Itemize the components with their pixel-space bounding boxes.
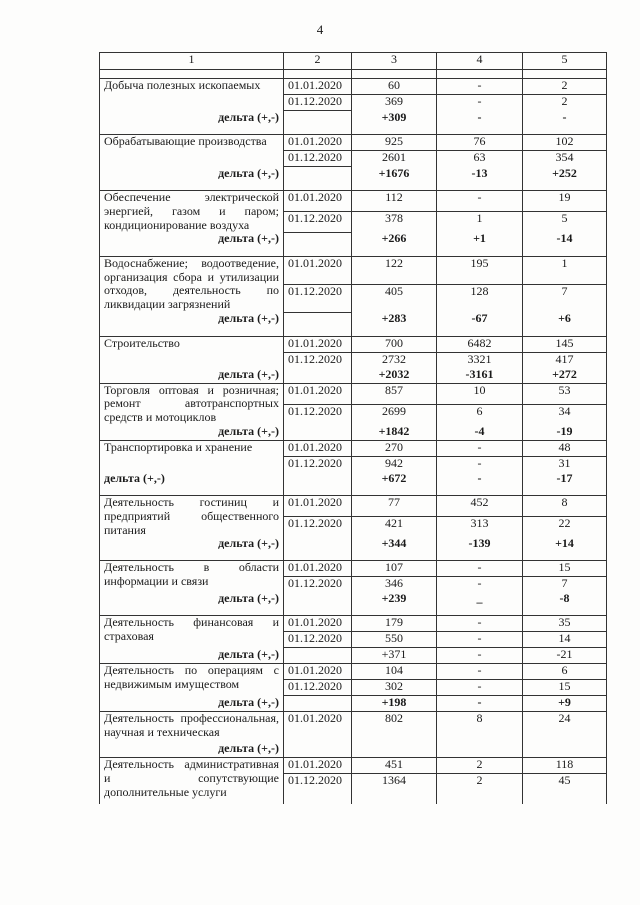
- value-cell: -: [437, 440, 523, 456]
- value-cell: 104: [352, 664, 437, 680]
- table-row: [100, 495, 607, 516]
- table-row: [100, 383, 607, 404]
- delta-label: дельта (+,-): [100, 167, 284, 183]
- table-row: [100, 256, 607, 284]
- delta-value: +6: [523, 312, 607, 328]
- table-row: [100, 758, 607, 774]
- value-cell: 417: [523, 352, 607, 368]
- value-cell: 302: [352, 680, 437, 696]
- delta-value: +239: [352, 592, 437, 607]
- industry-name: Деятельность по операциям с недвижимым имуществом: [100, 664, 284, 696]
- delta-value: +283: [352, 312, 437, 328]
- date-cell: 01.01.2020: [284, 79, 352, 95]
- value-cell: 145: [523, 336, 607, 352]
- value-cell: 24: [523, 712, 607, 728]
- value-cell: 195: [437, 256, 523, 284]
- table-row: [100, 664, 607, 680]
- value-cell: 15: [523, 561, 607, 577]
- value-cell: 22: [523, 517, 607, 538]
- value-cell: 3321: [437, 352, 523, 368]
- column-header: 5: [523, 53, 607, 70]
- value-cell: 19: [523, 191, 607, 212]
- delta-value: +1676: [352, 167, 437, 183]
- date-cell: 01.01.2020: [284, 336, 352, 352]
- date-cell: 01.01.2020: [284, 495, 352, 516]
- value-cell: 7: [523, 284, 607, 312]
- value-cell: 925: [352, 135, 437, 151]
- table-row: [100, 712, 607, 728]
- delta-row: [100, 537, 607, 552]
- table-row: [100, 95, 607, 111]
- industry-name: Деятельность в области информации и связи: [100, 561, 284, 593]
- date-cell: 01.01.2020: [284, 664, 352, 680]
- value-cell: 76: [437, 135, 523, 151]
- value-cell: -: [437, 680, 523, 696]
- table-row: [100, 135, 607, 151]
- delta-row: [100, 472, 607, 487]
- delta-row: [100, 648, 607, 664]
- value-cell: 1: [437, 211, 523, 232]
- delta-value: -17: [523, 472, 607, 487]
- spacer-row: [100, 328, 607, 337]
- value-cell: 14: [523, 632, 607, 648]
- industry-name: Деятельность финансовая и страховая: [100, 616, 284, 648]
- date-cell: 01.12.2020: [284, 456, 352, 472]
- delta-value: -8: [523, 592, 607, 607]
- delta-label: дельта (+,-): [100, 111, 284, 127]
- value-cell: 857: [352, 383, 437, 404]
- delta-row: [100, 111, 607, 127]
- date-cell: 01.01.2020: [284, 712, 352, 728]
- date-cell: 01.01.2020: [284, 256, 352, 284]
- page-number: 4: [316, 22, 324, 37]
- value-cell: 15: [523, 680, 607, 696]
- value-cell: 802: [352, 712, 437, 728]
- value-cell: 452: [437, 495, 523, 516]
- delta-value: +266: [352, 232, 437, 248]
- delta-value: -139: [437, 537, 523, 552]
- delta-row: [100, 167, 607, 183]
- table-row: [100, 336, 607, 352]
- value-cell: 112: [352, 191, 437, 212]
- date-cell: 01.01.2020: [284, 561, 352, 577]
- date-cell: 01.12.2020: [284, 151, 352, 167]
- value-cell: 2: [523, 95, 607, 111]
- value-cell: 6482: [437, 336, 523, 352]
- value-cell: 421: [352, 517, 437, 538]
- delta-label: дельта (+,-): [100, 425, 284, 441]
- delta-label: дельта (+,-): [100, 592, 284, 607]
- date-cell: 01.01.2020: [284, 758, 352, 774]
- table-row: [100, 456, 607, 472]
- table-row: [100, 616, 607, 632]
- delta-value: +672: [352, 472, 437, 487]
- value-cell: 6: [523, 664, 607, 680]
- industry-name: Деятельность гостиниц и предприятий общественного питания: [100, 495, 284, 537]
- date-cell: 01.01.2020: [284, 191, 352, 212]
- value-cell: 2: [437, 758, 523, 774]
- delta-value: -3161: [437, 368, 523, 384]
- delta-value: -21: [523, 648, 607, 664]
- statistics-table: [99, 52, 607, 804]
- date-cell: 01.12.2020: [284, 517, 352, 538]
- value-cell: 346: [352, 577, 437, 593]
- delta-value: +272: [523, 368, 607, 384]
- delta-label: дельта (+,-): [100, 368, 284, 384]
- value-cell: 8: [437, 712, 523, 728]
- column-header: 2: [284, 53, 352, 70]
- delta-value: +9: [523, 696, 607, 712]
- delta-value: +309: [352, 111, 437, 127]
- column-header: 1: [100, 53, 284, 70]
- date-cell: 01.12.2020: [284, 284, 352, 312]
- date-cell: 01.12.2020: [284, 632, 352, 648]
- delta-label: дельта (+,-): [100, 648, 284, 664]
- date-cell: 01.12.2020: [284, 680, 352, 696]
- value-cell: 2601: [352, 151, 437, 167]
- delta-label: дельта (+,-): [100, 312, 284, 328]
- table-row: [100, 79, 607, 95]
- value-cell: -: [437, 616, 523, 632]
- delta-value: -: [437, 648, 523, 664]
- delta-row: [100, 368, 607, 384]
- value-cell: 179: [352, 616, 437, 632]
- delta-value: -: [437, 472, 523, 487]
- delta-value: _: [437, 592, 523, 607]
- column-header: 3: [352, 53, 437, 70]
- delta-value: -: [437, 696, 523, 712]
- value-cell: 942: [352, 456, 437, 472]
- value-cell: 313: [437, 517, 523, 538]
- industry-name: Обеспечение электрической энергией, газом и паром; кондиционирование воздуха: [100, 191, 284, 233]
- value-cell: 118: [523, 758, 607, 774]
- date-cell: 01.01.2020: [284, 440, 352, 456]
- value-cell: 2: [523, 79, 607, 95]
- date-cell: 01.01.2020: [284, 135, 352, 151]
- table-row: [100, 191, 607, 212]
- value-cell: 31: [523, 456, 607, 472]
- value-cell: 1364: [352, 774, 437, 790]
- value-cell: 550: [352, 632, 437, 648]
- value-cell: -: [437, 664, 523, 680]
- value-cell: 77: [352, 495, 437, 516]
- value-cell: 354: [523, 151, 607, 167]
- delta-value: +344: [352, 537, 437, 552]
- delta-value: -14: [523, 232, 607, 248]
- delta-value: -: [437, 111, 523, 127]
- value-cell: -: [437, 191, 523, 212]
- date-cell: 01.12.2020: [284, 352, 352, 368]
- value-cell: 700: [352, 336, 437, 352]
- delta-label: дельта (+,-): [100, 742, 284, 758]
- delta-value: +1842: [352, 425, 437, 441]
- date-cell: 01.12.2020: [284, 577, 352, 593]
- value-cell: 7: [523, 577, 607, 593]
- value-cell: 34: [523, 404, 607, 425]
- industry-name: Деятельность административная и сопутствующие дополнительные услуги: [100, 758, 284, 805]
- table-row: [100, 352, 607, 368]
- value-cell: 369: [352, 95, 437, 111]
- value-cell: 60: [352, 79, 437, 95]
- value-cell: 35: [523, 616, 607, 632]
- date-cell: 01.12.2020: [284, 211, 352, 232]
- value-cell: 48: [523, 440, 607, 456]
- delta-value: +14: [523, 537, 607, 552]
- delta-value: -19: [523, 425, 607, 441]
- delta-label: дельта (+,-): [100, 696, 284, 712]
- delta-row: [100, 742, 607, 758]
- delta-label: дельта (+,-): [100, 537, 284, 552]
- value-cell: 2732: [352, 352, 437, 368]
- industry-name: Торговля оптовая и розничная; ремонт автотранспортных средств и мотоциклов: [100, 383, 284, 425]
- value-cell: 270: [352, 440, 437, 456]
- header-row: [100, 53, 607, 70]
- delta-row: [100, 312, 607, 328]
- delta-value: +2032: [352, 368, 437, 384]
- date-cell: 01.12.2020: [284, 95, 352, 111]
- table-row: [100, 440, 607, 456]
- delta-label: дельта (+,-): [100, 472, 284, 487]
- table-row: [100, 561, 607, 577]
- value-cell: 5: [523, 211, 607, 232]
- value-cell: -: [437, 456, 523, 472]
- value-cell: -: [437, 561, 523, 577]
- delta-value: -13: [437, 167, 523, 183]
- industry-name: Обрабатывающие производства: [100, 135, 284, 167]
- value-cell: 1: [523, 256, 607, 284]
- value-cell: 405: [352, 284, 437, 312]
- value-cell: 451: [352, 758, 437, 774]
- value-cell: 63: [437, 151, 523, 167]
- industry-name: Добыча полезных ископаемых: [100, 79, 284, 95]
- delta-row: [100, 232, 607, 248]
- value-cell: -: [437, 79, 523, 95]
- value-cell: 122: [352, 256, 437, 284]
- value-cell: 107: [352, 561, 437, 577]
- value-cell: 8: [523, 495, 607, 516]
- delta-value: -: [523, 111, 607, 127]
- value-cell: 2: [437, 774, 523, 790]
- delta-value: +252: [523, 167, 607, 183]
- column-header: 4: [437, 53, 523, 70]
- delta-label: дельта (+,-): [100, 232, 284, 248]
- value-cell: -: [437, 95, 523, 111]
- industry-name: Транспортировка и хранение: [100, 440, 284, 456]
- value-cell: 378: [352, 211, 437, 232]
- delta-value: -4: [437, 425, 523, 441]
- value-cell: 102: [523, 135, 607, 151]
- delta-row: [100, 696, 607, 712]
- value-cell: 2699: [352, 404, 437, 425]
- value-cell: -: [437, 632, 523, 648]
- delta-row: [100, 425, 607, 441]
- date-cell: 01.01.2020: [284, 383, 352, 404]
- value-cell: 45: [523, 774, 607, 790]
- date-cell: 01.01.2020: [284, 616, 352, 632]
- value-cell: 128: [437, 284, 523, 312]
- value-cell: 6: [437, 404, 523, 425]
- date-cell: 01.12.2020: [284, 404, 352, 425]
- delta-value: +371: [352, 648, 437, 664]
- delta-row: [100, 592, 607, 607]
- industry-name: Деятельность профессиональная, научная и техническая: [100, 712, 284, 743]
- value-cell: 10: [437, 383, 523, 404]
- value-cell: 53: [523, 383, 607, 404]
- delta-value: +1: [437, 232, 523, 248]
- date-cell: 01.12.2020: [284, 774, 352, 790]
- delta-value: +198: [352, 696, 437, 712]
- industry-name: Водоснабжение; водоотведение, организация сбора и утилизации отходов, деятельность по ликвидации загрязнений: [100, 256, 284, 312]
- value-cell: -: [437, 577, 523, 593]
- industry-name: Строительство: [100, 336, 284, 352]
- delta-value: -67: [437, 312, 523, 328]
